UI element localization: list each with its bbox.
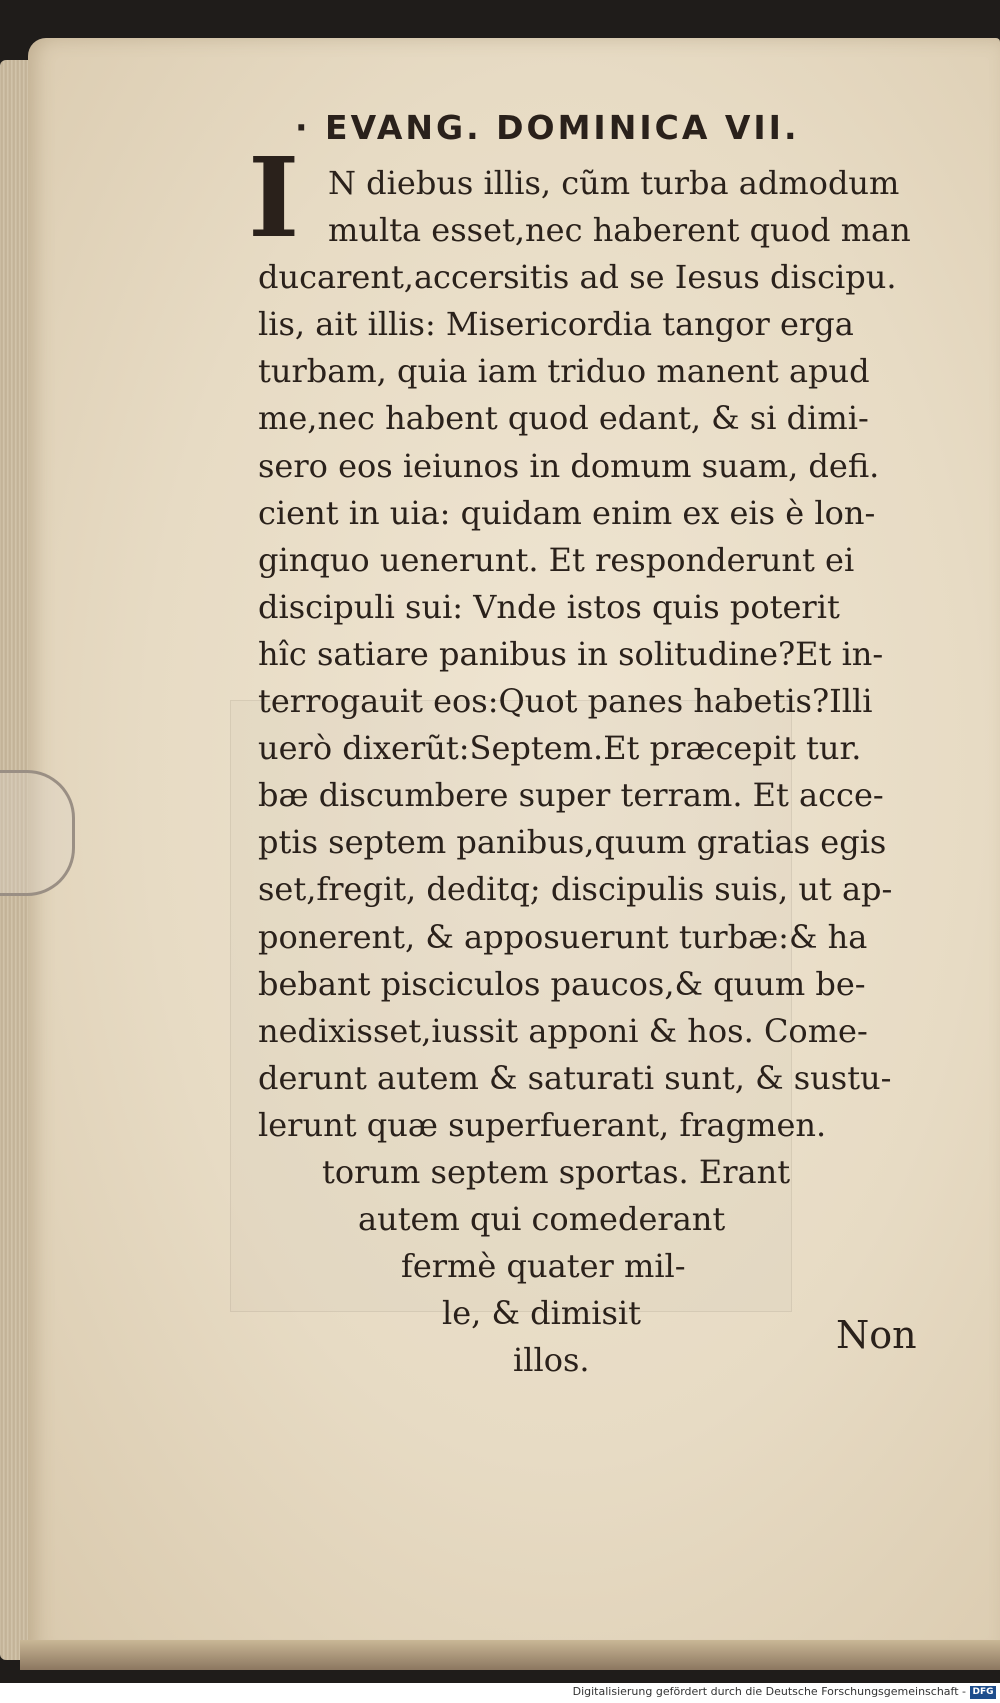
text-line: illos. <box>513 1341 590 1380</box>
text-line: le, & dimisit <box>442 1294 641 1333</box>
text-line: cient in uia: quidam enim ex eis è lon- <box>258 493 876 532</box>
text-line: turbam, quia iam triduo manent apud <box>258 352 870 391</box>
text-line: N diebus illis, cũm turba admodum <box>328 164 900 202</box>
text-line: uerò dixerũt:Septem.Et præcepit tur. <box>258 729 862 768</box>
text-line: multa esset,nec haberent quod man <box>328 211 911 250</box>
text-line: terrogauit eos:Quot panes habetis?Illi <box>258 682 873 721</box>
text-line: me,nec habent quod edant, & si dimi- <box>258 399 869 438</box>
text-line: torum septem sportas. Erant <box>322 1152 791 1191</box>
footer-credit: Digitalisierung gefördert durch die Deutsche Forschungsgemeinschaft - <box>572 1685 966 1698</box>
text-line: set,fregit, deditq; discipulis suis, ut ap- <box>258 870 893 909</box>
text-line: discipuli sui: Vnde istos quis poterit <box>258 587 840 626</box>
digitization-footer <box>0 1683 1000 1703</box>
text-line: bebant pisciculos paucos,& quum be- <box>258 964 866 1003</box>
catchword: Non <box>836 1313 917 1357</box>
text-line: hîc satiare panibus in solitudine?Et in- <box>258 634 884 673</box>
text-line: bæ discumbere super terram. Et acce- <box>258 776 884 815</box>
text-line: ginquo uenerunt. Et responderunt ei <box>258 540 855 579</box>
text-line: lis, ait illis: Misericordia tangor erga <box>258 305 854 344</box>
drop-cap: I <box>248 133 300 262</box>
body-text <box>258 160 923 1384</box>
text-line: lerunt quæ superfuerant, fragmen. <box>258 1105 827 1144</box>
page-bottom-edge <box>20 1640 1000 1670</box>
text-line: fermè quater mil- <box>401 1247 686 1286</box>
dfg-logo: DFG <box>970 1686 996 1699</box>
text-line: sero eos ieiunos in domum suam, defi. <box>258 446 880 485</box>
text-line: ponerent, & apposuerunt turbæ:& ha <box>258 917 868 956</box>
text-line: autem qui comederant <box>358 1200 726 1239</box>
text-line: ducarent,accersitis ad se Iesus discipu. <box>258 258 897 297</box>
text-line: ptis septem panibus,quum gratias egis <box>258 823 887 862</box>
text-line: nedixisset,iussit apponi & hos. Come- <box>258 1011 868 1050</box>
page-clip <box>0 770 75 896</box>
text-line: derunt autem & saturati sunt, & sustu- <box>258 1058 892 1097</box>
running-header: · EVANG. DOMINICA VII. <box>295 108 800 147</box>
